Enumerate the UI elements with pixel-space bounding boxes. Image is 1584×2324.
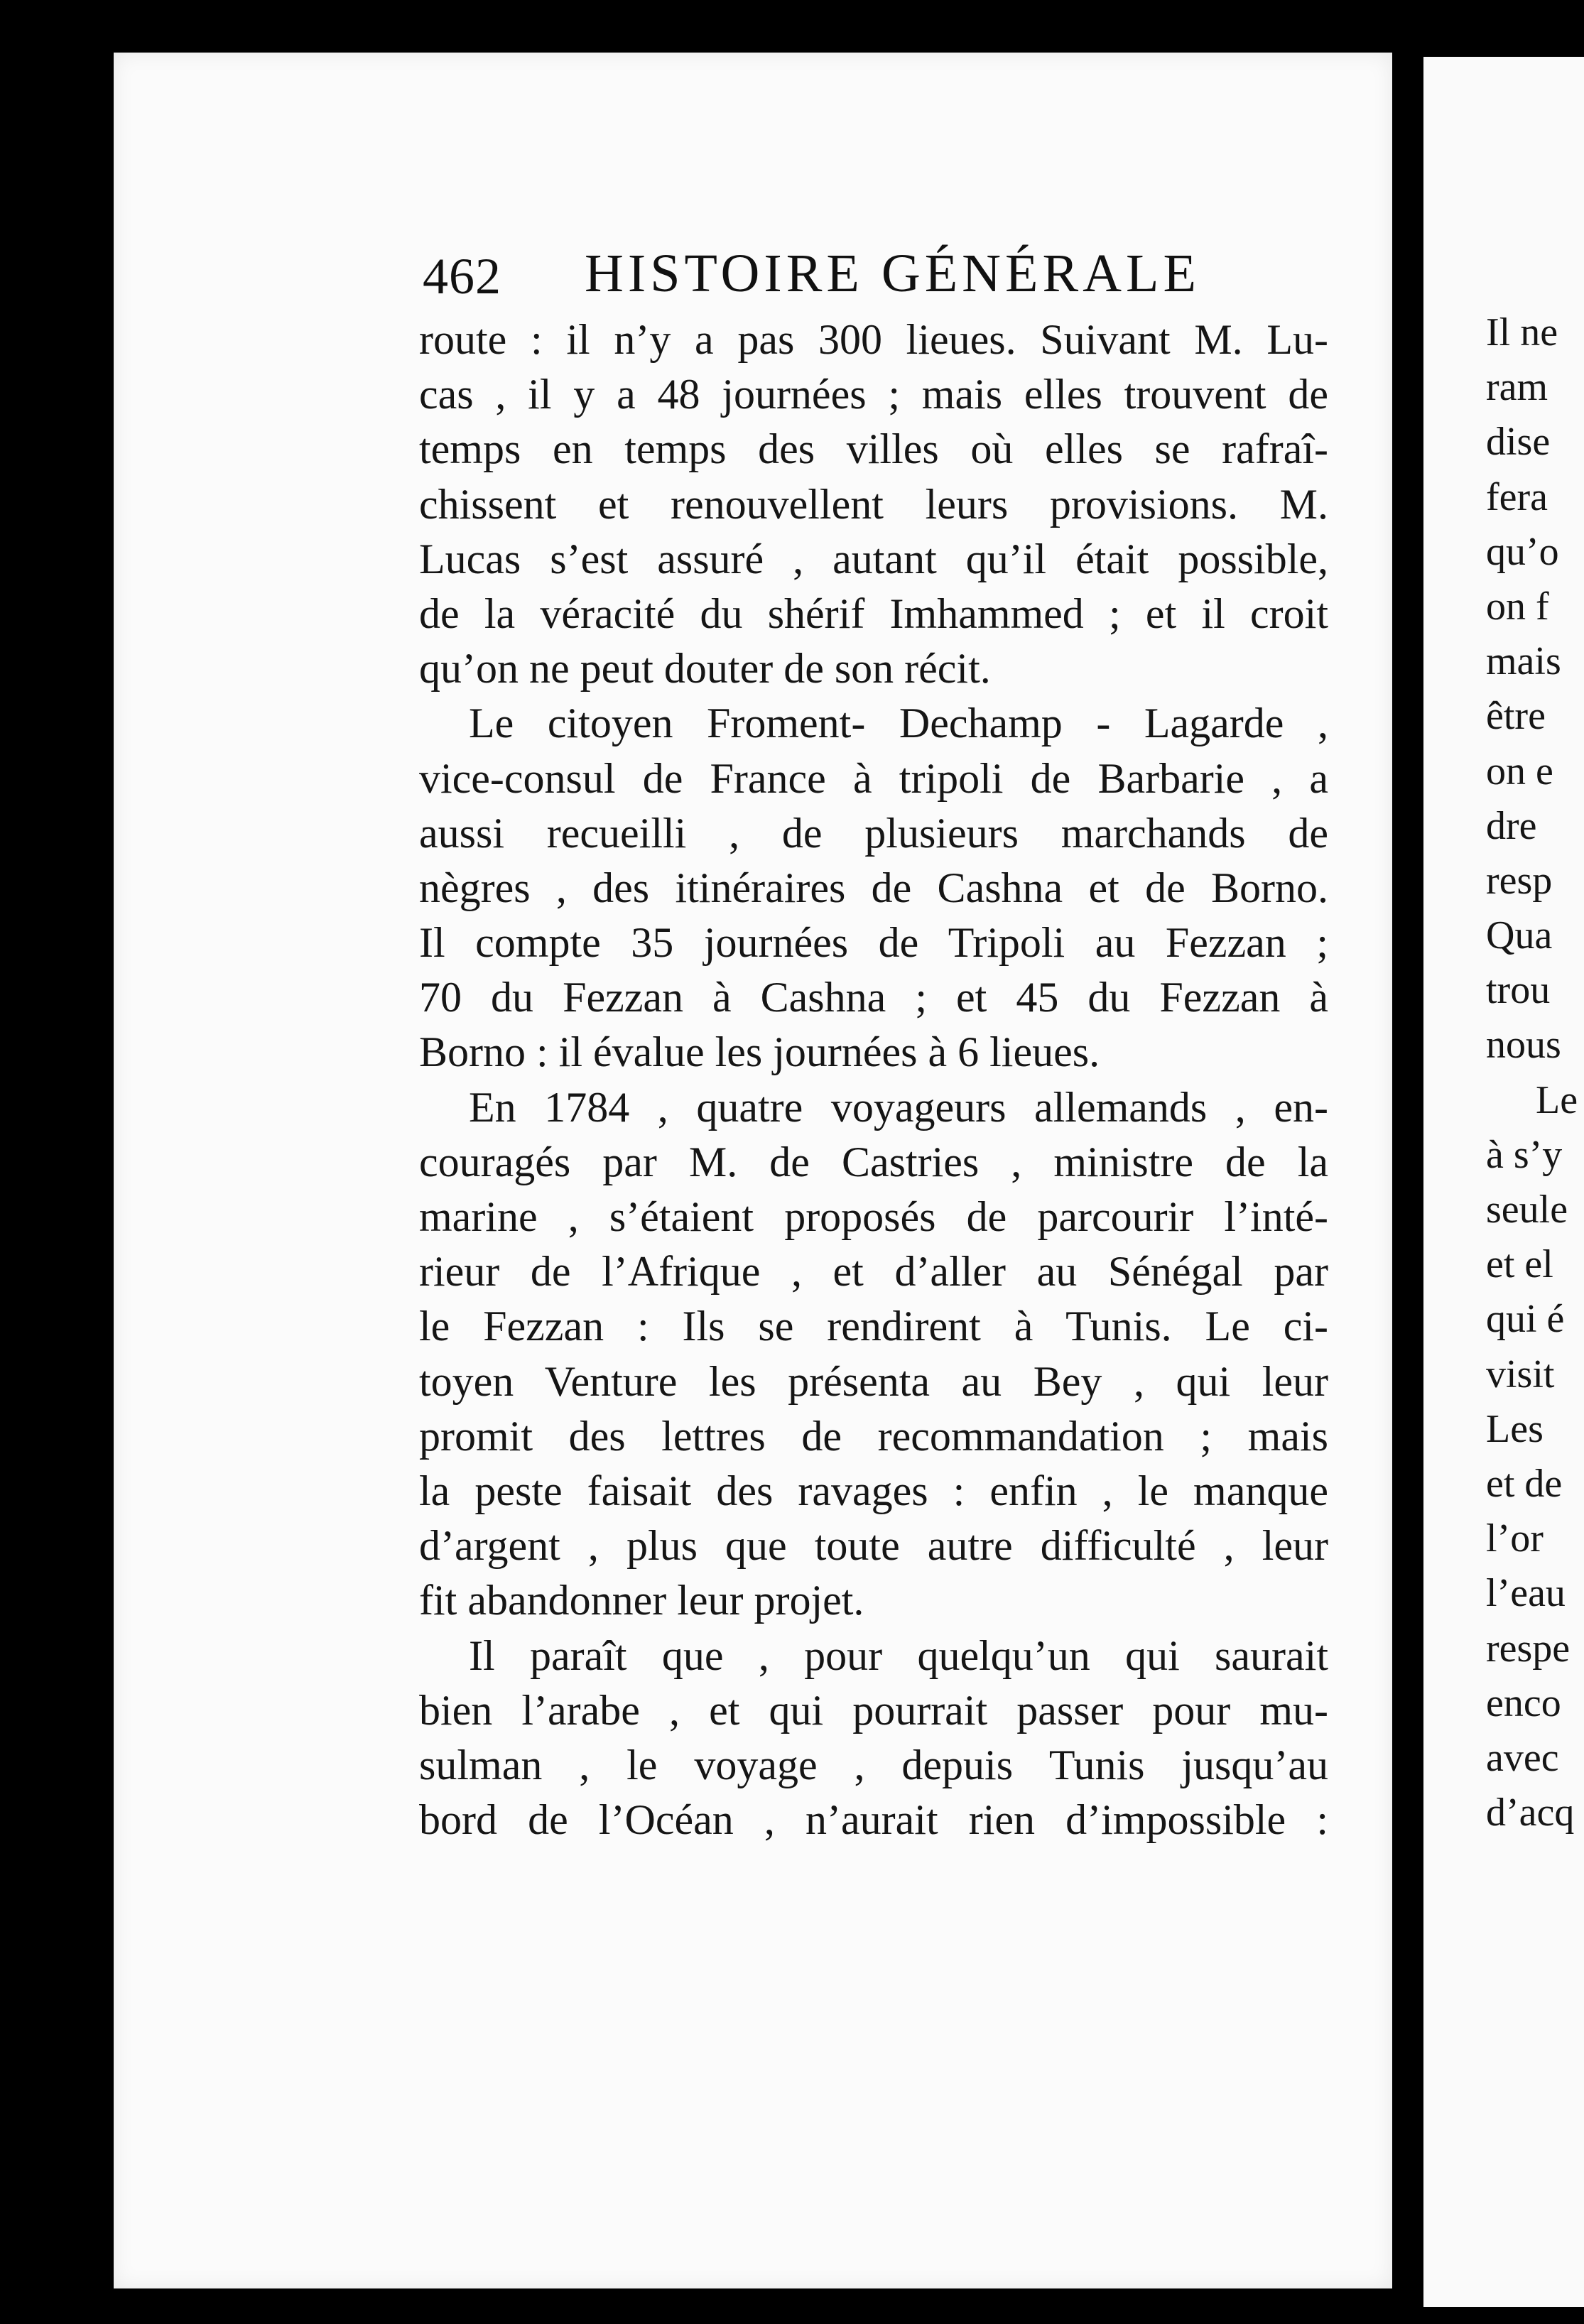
facing-text-line: Qua [1486, 913, 1553, 958]
facing-text-line: Le [1536, 1077, 1578, 1122]
text-line: de la véracité du shérif Imhammed ; et il croit [419, 590, 1328, 637]
facing-text-line: nous [1486, 1023, 1561, 1068]
text-line: vice-consul de France à tripoli de Barbarie , a [419, 754, 1328, 802]
facing-text-line: visit [1486, 1352, 1555, 1396]
running-title: HISTOIRE GÉNÉRALE [585, 244, 1200, 303]
text-line: sulman , le voyage , depuis Tunis jusqu’au [419, 1741, 1328, 1788]
facing-text-line: resp [1486, 858, 1553, 903]
text-line: temps en temps des villes où elles se rafraî- [419, 425, 1328, 473]
text-line: nègres , des itinéraires de Cashna et de Borno. [419, 864, 1328, 911]
facing-text-line: et el [1486, 1242, 1553, 1287]
text-line: promit des lettres de recommandation ; mais [419, 1412, 1328, 1460]
text-line: Lucas s’est assuré , autant qu’il était possible, [419, 535, 1328, 582]
text-line: rieur de l’Afrique , et d’aller au Sénégal par [419, 1248, 1328, 1296]
page-gutter [1392, 53, 1423, 2297]
body-text [419, 313, 1328, 1847]
text-line: chissent et renouvellent leurs provisions. M. [419, 480, 1328, 528]
facing-page-text [1486, 305, 1584, 1840]
facing-text-line: l’eau [1486, 1571, 1566, 1616]
text-line: d’argent , plus que toute autre difficulté , leur [419, 1522, 1328, 1570]
text-line: route : il n’y a pas 300 lieues. Suivant M. Lu- [419, 316, 1328, 363]
facing-text-line: et de [1486, 1461, 1563, 1506]
facing-text-line: mais [1486, 639, 1561, 684]
facing-text-line: qu’o [1486, 529, 1559, 574]
text-line: la peste faisait des ravages : enfin , le manque [419, 1467, 1328, 1514]
facing-text-line: on e [1486, 749, 1553, 793]
facing-text-line: d’acq [1486, 1791, 1575, 1835]
facing-text-line: avec [1486, 1735, 1559, 1780]
facing-text-line: à s’y [1486, 1132, 1563, 1177]
text-line: bord de l’Océan , n’aurait rien d’impossible : [419, 1796, 1328, 1844]
facing-text-line: seule [1486, 1188, 1568, 1232]
page-number: 462 [423, 248, 501, 305]
text-line: En 1784 , quatre voyageurs allemands , en- [469, 1083, 1328, 1131]
text-line: aussi recueilli , de plusieurs marchands de [419, 809, 1328, 857]
facing-text-line: enco [1486, 1680, 1561, 1725]
text-line: qu’on ne peut douter de son récit. [419, 645, 991, 693]
text-line: fit abandonner leur projet. [419, 1577, 864, 1624]
text-line: couragés par M. de Castries , ministre de la [419, 1138, 1328, 1185]
text-line: toyen Venture les présenta au Bey , qui leur [419, 1357, 1328, 1405]
text-line: bien l’arabe , et qui pourrait passer pour mu- [419, 1686, 1328, 1734]
facing-text-line: qui é [1486, 1297, 1565, 1342]
text-line: 70 du Fezzan à Cashna ; et 45 du Fezzan à [419, 974, 1328, 1021]
text-line: Il compte 35 journées de Tripoli au Fezzan ; [419, 919, 1328, 967]
text-line: Le citoyen Froment- Dechamp - Lagarde , [469, 700, 1328, 747]
text-line: Borno : il évalue les journées à 6 lieues. [419, 1028, 1100, 1076]
text-line: le Fezzan : Ils se rendirent à Tunis. Le ci- [419, 1303, 1328, 1350]
facing-text-line: être [1486, 694, 1546, 739]
facing-text-line: ram [1486, 365, 1548, 410]
text-line: marine , s’étaient proposés de parcourir l’inté- [419, 1193, 1328, 1240]
text-line: Il paraît que , pour quelqu’un qui saurait [469, 1631, 1328, 1679]
text-line: cas , il y a 48 journées ; mais elles trouvent de [419, 371, 1328, 418]
facing-text-line: dre [1486, 803, 1537, 848]
facing-text-line: fera [1486, 474, 1548, 519]
facing-text-line: dise [1486, 420, 1551, 465]
facing-text-line: Il ne [1486, 310, 1558, 354]
facing-text-line: trou [1486, 968, 1551, 1013]
facing-text-line: Les [1486, 1406, 1544, 1451]
facing-text-line: on f [1486, 584, 1549, 629]
page-header [423, 240, 1332, 318]
facing-text-line: respe [1486, 1626, 1571, 1671]
facing-text-line: l’or [1486, 1516, 1544, 1561]
